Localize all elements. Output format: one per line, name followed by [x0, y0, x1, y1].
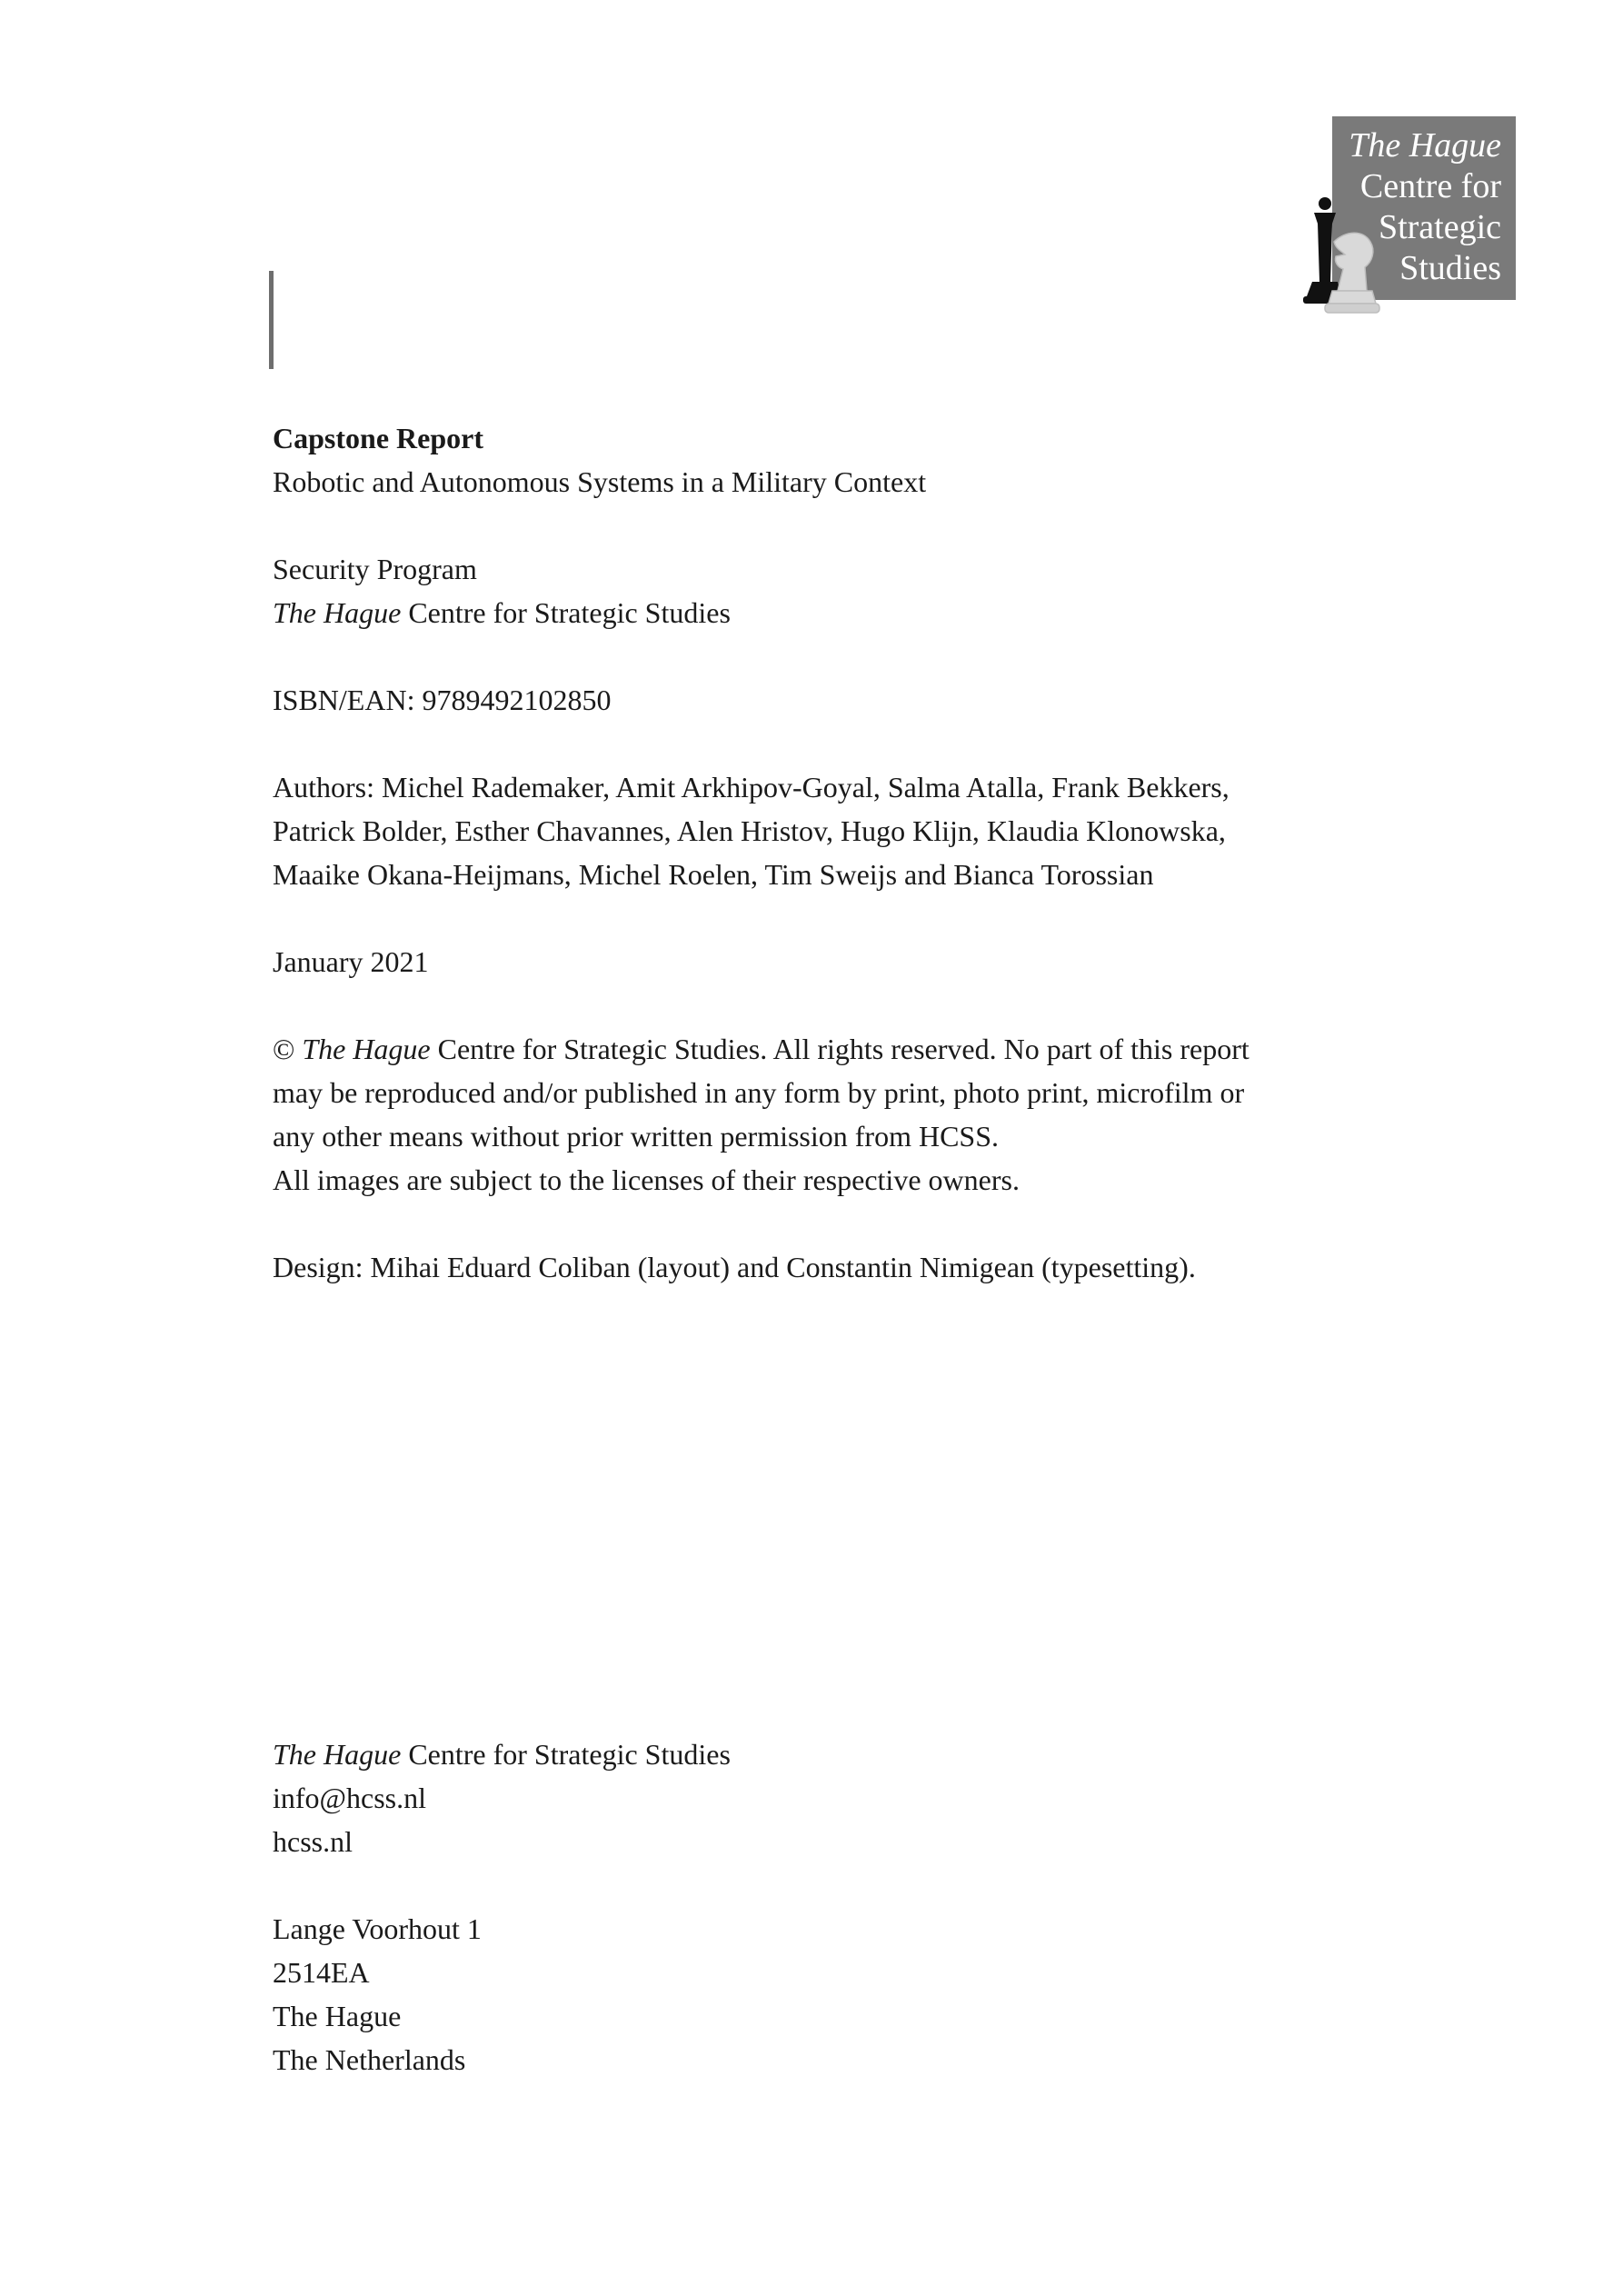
- copyright-line-2: may be reproduced and/or published in any form by print, photo print, microfilm or: [273, 1076, 1245, 1109]
- address-postcode: 2514EA: [273, 1956, 370, 1989]
- chess-pieces-icon: [1298, 195, 1389, 316]
- contact-website: hcss.nl: [273, 1825, 353, 1858]
- isbn: ISBN/EAN: 9789492102850: [273, 684, 612, 716]
- program-org-rest: Centre for Strategic Studies: [401, 596, 731, 629]
- copyright-symbol: ©: [273, 1033, 303, 1065]
- contact-org-rest: Centre for Strategic Studies: [401, 1738, 731, 1771]
- colophon-content: [273, 416, 1409, 1333]
- copyright-line-4: All images are subject to the licenses of their respective owners.: [273, 1163, 1020, 1196]
- copyright-line-1-rest: Centre for Strategic Studies. All rights reserved. No part of this report: [430, 1033, 1250, 1065]
- report-type: Capstone Report: [273, 422, 483, 454]
- accent-bar: [269, 271, 274, 369]
- copyright-org-italic: The Hague: [302, 1033, 431, 1065]
- design-credits: Design: Mihai Eduard Coliban (layout) and Constantin Nimigean (typesetting).: [273, 1251, 1196, 1283]
- design-block: [273, 1245, 1409, 1289]
- isbn-block: [273, 678, 1409, 722]
- contact-block: [273, 1732, 1181, 1863]
- contact-org: [273, 1732, 1181, 1776]
- address-block: [273, 1907, 1181, 2081]
- authors-block: [273, 765, 1409, 896]
- authors-line-3: Maaike Okana-Heijmans, Michel Roelen, Tim Sweijs and Bianca Torossian: [273, 858, 1154, 891]
- copyright-line-1: [273, 1027, 1409, 1071]
- program-block: [273, 547, 1409, 634]
- date-block: [273, 940, 1409, 983]
- logo-line-4: Studies: [1399, 249, 1501, 287]
- address-city: The Hague: [273, 2000, 402, 2032]
- program-org-italic: The Hague: [273, 596, 402, 629]
- logo-line-1: The Hague: [1349, 126, 1501, 165]
- contact-email: info@hcss.nl: [273, 1782, 427, 1814]
- address-country: The Netherlands: [273, 2043, 466, 2076]
- authors-line-1: Authors: Michel Rademaker, Amit Arkhipov-Goyal, Salma Atalla, Frank Bekkers,: [273, 771, 1230, 804]
- contact-footer: [273, 1732, 1181, 2125]
- logo-line-3: Strategic: [1378, 208, 1501, 246]
- copyright-line-3: any other means without prior written permission from HCSS.: [273, 1120, 1000, 1153]
- publication-date: January 2021: [273, 945, 429, 978]
- report-title: Robotic and Autonomous Systems in a Military Context: [273, 465, 927, 498]
- report-block: [273, 416, 1409, 504]
- address-street: Lange Voorhout 1: [273, 1912, 482, 1945]
- program-org: [273, 591, 1409, 634]
- chess-knight-icon: [1325, 233, 1379, 313]
- hcss-logo: [1298, 116, 1516, 316]
- authors-line-2: Patrick Bolder, Esther Chavannes, Alen Hristov, Hugo Klijn, Klaudia Klonowska,: [273, 814, 1226, 847]
- copyright-block: [273, 1027, 1409, 1202]
- program-name: Security Program: [273, 553, 477, 585]
- logo-line-2: Centre for: [1359, 167, 1501, 205]
- contact-org-italic: The Hague: [273, 1738, 402, 1771]
